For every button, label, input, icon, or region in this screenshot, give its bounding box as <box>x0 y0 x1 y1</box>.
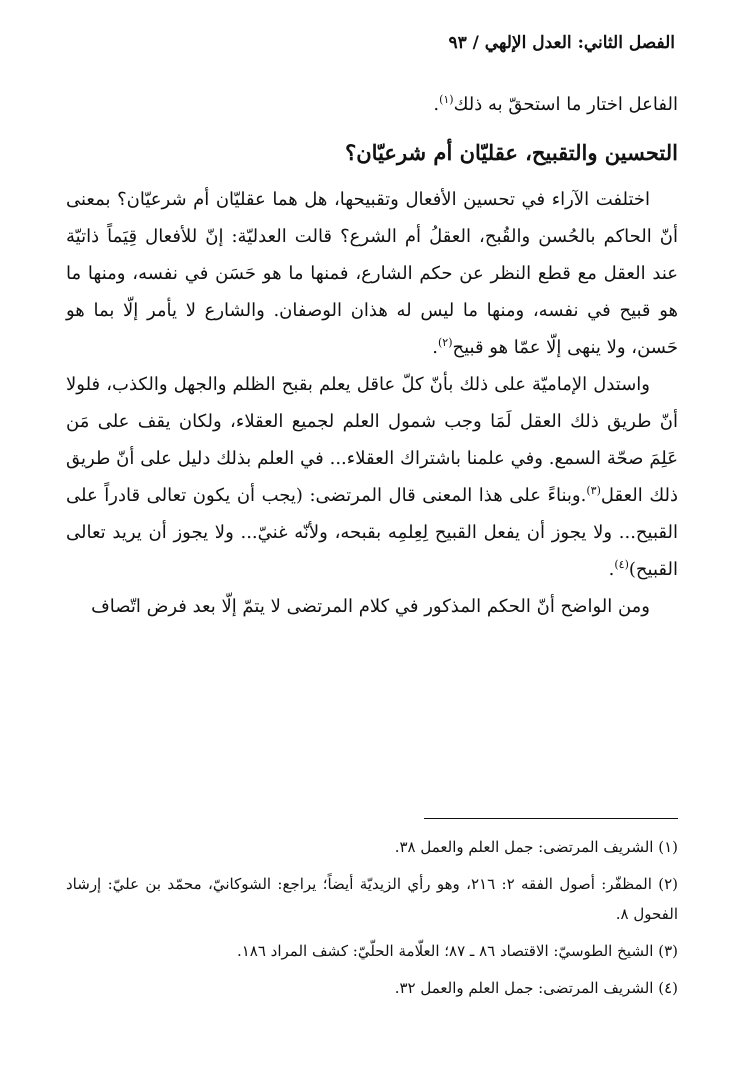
footnote-ref-2[interactable]: (٢) <box>437 336 453 349</box>
intro-paragraph: الفاعل اختار ما استحقّ به ذلك$^{(١)}$. <box>433 93 678 115</box>
section-heading: التحسين والتقبيح، عقليّان أم شرعيّان؟ <box>345 140 678 165</box>
intro-line: الفاعل اختار ما استحقّ به ذلك <box>453 94 678 115</box>
footnote-4: (٤) الشريف المرتضى: جمل العلم والعمل ٣٢. <box>394 979 678 997</box>
footnote-divider <box>424 818 678 819</box>
footnote-2: (٢) المظفّر: أصول الفقه ٢: ٢١٦، وهو رأي الزيديّة أيضاً؛ يراجع: الشوكانيّ، محمّد بن عليّ: إرشاد الفحول ٨. <box>66 875 678 923</box>
footnote-1: (١) الشريف المرتضى: جمل العلم والعمل ٣٨. <box>394 838 678 856</box>
paragraph-2-text-b: .وبناءً على هذا المعنى قال المرتضى: (يجب أن يكون تعالى قادراً على القبيح... ولا يجوز أن يفعل القبيح لِعِلمِه بقبحه، ولأنّه غنيّ... ولا يجوز أن يريد تعالى القبيح) <box>66 485 678 580</box>
footnotes <box>66 832 678 1010</box>
paragraph-1: اختلفت الآراء في تحسين الأفعال وتقبيحها، هل هما عقليّان أم شرعيّان؟ بمعنى أنّ الحاكم بالحُسن والقُبح، العقلُ أم الشرع؟ قالت العدليّة: إنّ للأفعال قِيَماً ذاتيّة عند العقل مع قطع النظر عن حكم الشارع، فمنها ما هو حَسَن في نفسه، ومنها ما هو قبيح في نفسه، ومنها ما ليس له هذان الوصفان. والشارع لا يأمر إلّا بما هو حَسن، ولا ينهى إلّا عمّا هو قبيح$^{(٢)}$. <box>66 189 678 358</box>
paragraph-1-text: اختلفت الآراء في تحسين الأفعال وتقبيحها، هل هما عقليّان أم شرعيّان؟ بمعنى أنّ الحاكم بالحُسن والقُبح، العقلُ أم الشرع؟ قالت العدليّة: إنّ للأفعال قِيَماً ذاتيّة عند العقل مع قطع النظر عن حكم الشارع، فمنها ما هو حَسَن في نفسه، ومنها ما هو قبيح في نفسه، ومنها ما ليس له هذان الوصفان. والشارع لا يأمر إلّا بما هو حَسن، ولا ينهى إلّا عمّا هو قبيح <box>66 189 678 358</box>
paragraph-2-text-a: واستدل الإماميّة على ذلك بأنّ كلّ عاقل يعلم بقبح الظلم والجهل والكذب، فلولا أنّ طريق ذلك العقل لَمَا وجب شمول العلم لجميع العقلاء، ولكان يقف على مَن عَلِمَ صحّة السمع. وفي علمنا باشتراك العقلاء... في العلم بذلك دليل على أنّ طريق ذلك العقل <box>66 374 678 506</box>
footnote-ref-4[interactable]: (٤) <box>614 558 629 571</box>
running-head: الفصل الثاني: العدل الإلهي / ٩٣ <box>448 33 675 53</box>
footnote-3: (٣) الشيخ الطوسيّ: الاقتصاد ٨٦ ـ ٨٧؛ العلّامة الحلّيّ: كشف المراد ١٨٦. <box>236 942 678 960</box>
footnote-ref-1[interactable]: (١) <box>439 93 454 106</box>
footnote-ref-3[interactable]: (٣) <box>586 484 601 497</box>
paragraph-3: ومن الواضح أنّ الحكم المذكور في كلام المرتضى لا يتمّ إلّا بعد فرض اتّصاف <box>91 596 650 617</box>
paragraph-2: واستدل الإماميّة على ذلك بأنّ كلّ عاقل يعلم بقبح الظلم والجهل والكذب، فلولا أنّ طريق ذلك العقل لَمَا وجب شمول العلم لجميع العقلاء، ولكان يقف على مَن عَلِمَ صحّة السمع. وفي علمنا باشتراك العقلاء... في العلم بذلك دليل على أنّ طريق ذلك العقل$^{(٣)}$.وبناءً على هذا المعنى قال المرتضى: (يجب أن يكون تعالى قادراً على القبيح... ولا يجوز أن يفعل القبيح لِعِلمِه بقبحه، ولأنّه غنيّ... ولا يجوز أن يريد تعالى القبيح)$^{(٤)}$. <box>66 374 678 580</box>
body-text <box>66 86 678 625</box>
